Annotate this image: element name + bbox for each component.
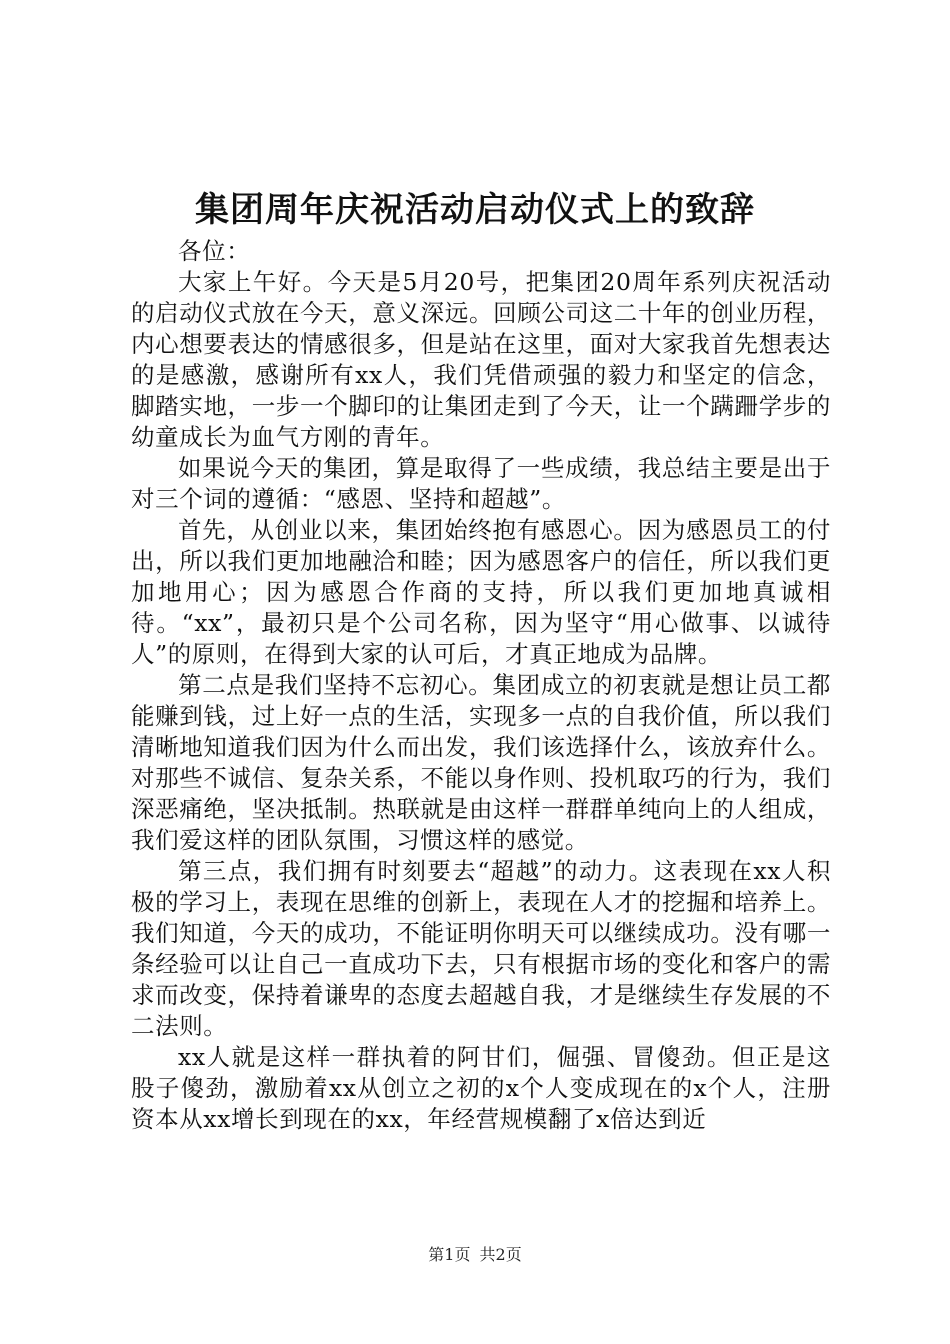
document-body <box>131 236 831 1135</box>
body-paragraph: 大家上午好。今天是5月20号，把集团20周年系列庆祝活动的启动仪式放在今天，意义深远。回顾公司这二十年的创业历程，内心想要表达的情感很多，但是站在这里，面对大家我首先想表达的是感激，感谢所有xx人，我们凭借顽强的毅力和坚定的信念，脚踏实地，一步一个脚印的让集团走到了今天，让一个蹒跚学步的幼童成长为血气方刚的青年。 <box>131 268 831 451</box>
page-number: 第1页 <box>428 1245 471 1264</box>
page-total: 共2页 <box>479 1245 522 1264</box>
body-paragraph: xx人就是这样一群执着的阿甘们，倔强、冒傻劲。但正是这股子傻劲，激励着xx从创立之初的x个人变成现在的x个人，注册资本从xx增长到现在的xx，年经营规模翻了x倍达到近 <box>131 1043 831 1133</box>
body-paragraph: 如果说今天的集团，算是取得了一些成绩，我总结主要是出于对三个词的遵循：“感恩、坚持和超越”。 <box>131 454 831 513</box>
body-paragraph: 第二点是我们坚持不忘初心。集团成立的初衷就是想让员工都能赚到钱，过上好一点的生活，实现多一点的自我价值，所以我们清晰地知道我们因为什么而出发，我们该选择什么，该放弃什么。对那些不诚信、复杂关系，不能以身作则、投机取巧的行为，我们深恶痛绝，坚决抵制。热联就是由这样一群群单纯向上的人组成，我们爱这样的团队氛围，习惯这样的感觉。 <box>131 671 831 854</box>
body-paragraph: 首先，从创业以来，集团始终抱有感恩心。因为感恩员工的付出，所以我们更加地融洽和睦；因为感恩客户的信任，所以我们更加地用心；因为感恩合作商的支持，所以我们更加地真诚相待。“xx”，最初只是个公司名称，因为坚守“用心做事、以诚待人”的原则，在得到大家的认可后，才真正地成为品牌。 <box>131 516 831 668</box>
salutation-paragraph: 各位： <box>178 237 251 265</box>
document-title: 集团周年庆祝活动启动仪式上的致辞 <box>195 190 755 230</box>
page-footer <box>0 1244 950 1266</box>
body-paragraph: 第三点，我们拥有时刻要去“超越”的动力。这表现在xx人积极的学习上，表现在思维的创新上，表现在人才的挖掘和培养上。我们知道，今天的成功，不能证明你明天可以继续成功。没有哪一条经验可以让自己一直成功下去，只有根据市场的变化和客户的需求而改变，保持着谦卑的态度去超越自我，才是继续生存发展的不二法则。 <box>131 857 831 1040</box>
